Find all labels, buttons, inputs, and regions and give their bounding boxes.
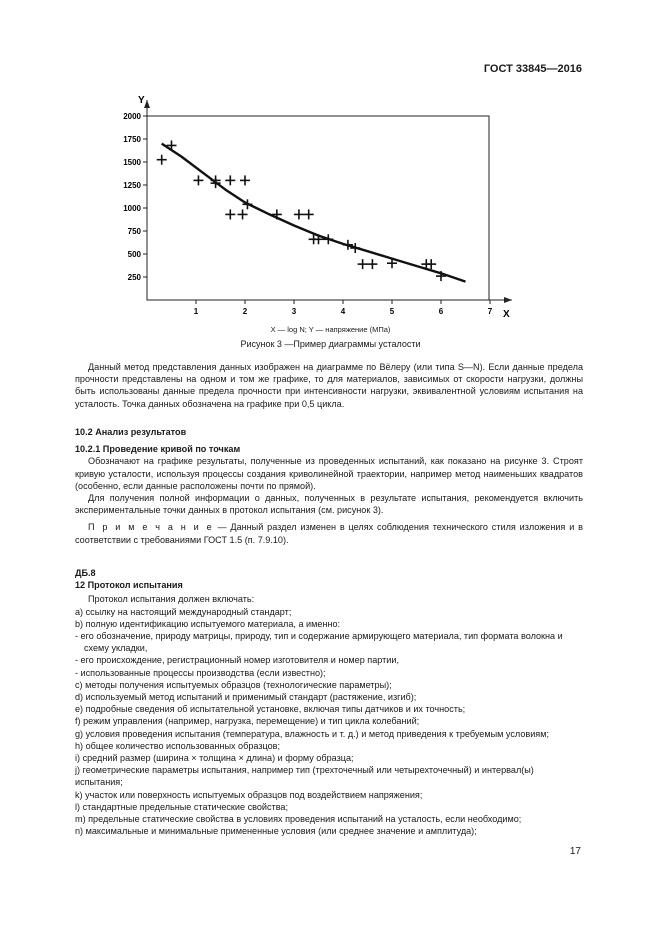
data-point [225,209,235,219]
protocol-item: - его происхождение, регистрационный номер изготовителя и номер партии, [75,655,399,666]
data-point [238,209,248,219]
paragraph-curve: Обозначают на графике результаты, полученные из проведенных испытаний, как показано на рисунке 3. Строят кривую усталости, используя процессы создания криволинейной траектории, например метод наименьших квадратов (особенно, если данные расположены почти по прямой). [75,456,583,491]
y-tick-label: 250 [127,273,141,282]
y-tick-label: 500 [127,250,141,259]
note [75,521,583,545]
protocol-item: j) геометрические параметры испытания, например тип (трехточечный или четырехточечный) и интервал(ы) испытания; [75,765,534,788]
x-tick-label: 3 [291,307,297,316]
axis-caption: X — log N; Y — напряжение (МПа) [270,325,391,334]
y-tick-label: 750 [127,227,141,236]
protocol-item: i) средний размер (ширина × толщина × длина) и форму образца; [75,753,354,764]
data-point [240,175,250,185]
x-tick-label: 2 [242,307,248,316]
y-axis-arrow [144,100,150,108]
document-number: ГОСТ 33845—2016 [483,63,582,75]
protocol-list [75,606,583,838]
x-axis-arrow [504,297,512,303]
section-db8 [75,567,583,837]
protocol-item: a) ссылку на настоящий международный стандарт; [75,606,292,617]
protocol-item: n) максимальные и минимальные примененные условия (или среднее значение и амплитуда); [75,826,477,837]
x-axis-label: X [503,309,510,320]
data-point [426,259,436,269]
heading-12: 12 Протокол испытания [75,580,183,591]
heading-db8: ДБ.8 [75,568,96,578]
paragraph-points: Для получения полной информации о данных, полученных в результате испытания, рекомендуется включить экспериментальные точки данных в протокол испытания (см. рисунок 3). [75,493,583,516]
data-point [367,259,377,269]
data-point [304,209,314,219]
note-text: — Данный раздел изменен в целях соблюдения технического стиля изложения и в соответствии с требованиями ГОСТ 1.5 (п. 7.9.10). [75,522,583,545]
note-label: П р и м е ч а н и е [88,522,214,533]
protocol-item: f) режим управления (например, нагрузка, перемещение) и тип цикла колебаний; [75,716,420,727]
y-tick-label: 1500 [123,158,141,167]
protocol-intro: Протокол испытания должен включать: [88,594,255,605]
data-point [272,209,282,219]
page-number: 17 [569,846,581,857]
data-point [294,209,304,219]
data-point [193,175,203,185]
protocol-item: - использованные процессы производства (если известно); [75,667,326,678]
fitted-curve [162,144,466,282]
section-10-2 [75,426,583,546]
y-tick-label: 1750 [123,135,141,144]
protocol-item: e) подробные сведения об испытательной установке, включая типы датчиков и их точность; [75,704,466,715]
data-point [225,175,235,185]
x-tick-label: 6 [438,307,444,316]
protocol-item: b) полную идентификацию испытуемого материала, а именно: [75,618,341,629]
heading-10-2: 10.2 Анализ результатов [75,427,187,437]
x-tick-label: 1 [193,307,199,316]
protocol-item: c) методы получения испытуемых образцов (технологические параметры); [75,679,392,690]
data-point [358,259,368,269]
body-text [75,361,583,410]
protocol-item: m) предельные статические свойства в условиях проведения испытаний на усталость, если необходимо; [75,814,522,825]
heading-10-2-1: 10.2.1 Проведение кривой по точкам [75,444,241,455]
x-tick-label: 5 [389,307,395,316]
y-tick-label: 2000 [123,112,141,121]
y-tick-label: 1000 [123,204,141,213]
data-point [323,234,333,244]
protocol-item: k) участок или поверхность испытуемых образцов под воздействием напряжения; [75,789,423,800]
protocol-item: g) условия проведения испытания (температура, влажность и т. д.) и метод приведения к требуемым условиям; [75,728,550,739]
data-point [157,155,167,165]
paragraph-method: Данный метод представления данных изображен на диаграмме по Вёлеру (или типа S—N). Если данные предела прочности представлены на одном и том же графике, то для материалов, зависимых от скорости нагрузки, должны быть использованы данные предела прочности при интенсивности нагрузки, эквивалентной условиям испытания на усталость. Точка данных обозначена на графике при 0,5 цикла. [75,362,583,409]
x-tick-label: 7 [487,307,493,316]
x-tick-label: 4 [340,307,346,316]
y-tick-label: 1250 [123,181,141,190]
protocol-item: l) стандартные предельные статические свойства; [75,801,289,812]
y-axis-label: Y [138,95,145,106]
protocol-item: - его обозначение, природу матрицы, природу, тип и содержание армирующего материала, тип формата волокна и схему укладки, [75,631,563,654]
figure-caption: Рисунок 3 —Пример диаграммы усталости [240,339,421,349]
protocol-item: d) используемый метод испытаний и применимый стандарт (растяжение, изгиб); [75,692,417,703]
protocol-item: h) общее количество использованных образцов; [75,740,281,751]
